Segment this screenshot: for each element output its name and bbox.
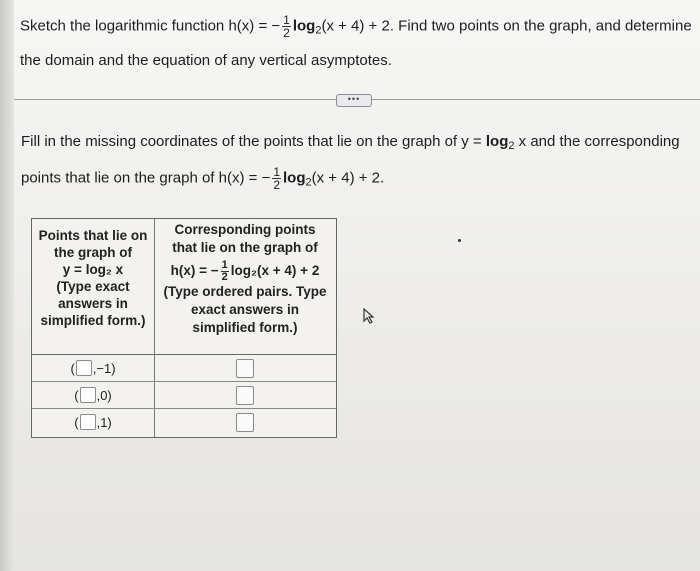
log-base: 2	[305, 176, 312, 189]
left-column-header	[32, 227, 154, 329]
mouse-cursor-icon	[362, 308, 376, 327]
header-line: Points that lie on	[38, 228, 148, 243]
paren: (	[70, 360, 75, 376]
log-label: log	[485, 133, 509, 150]
x-answer-input[interactable]	[80, 414, 96, 430]
log-label: log	[292, 17, 316, 35]
header-line: simplified form.)	[192, 320, 298, 335]
header-func-prefix: h(x) = −	[170, 263, 219, 279]
question-text: Sketch the logarithmic function h(x) = −	[20, 17, 281, 35]
more-button[interactable]: •••	[336, 94, 372, 107]
table-row	[32, 382, 154, 408]
fraction-denominator: 2	[221, 271, 228, 283]
fraction	[272, 166, 281, 191]
table-row	[154, 409, 336, 435]
header-line: simplified form.)	[40, 313, 146, 328]
table-row	[154, 355, 336, 381]
y-value: ,0)	[96, 387, 112, 403]
log-base: 2	[315, 24, 322, 37]
fraction	[282, 14, 291, 39]
ordered-pair-input[interactable]	[236, 359, 254, 378]
table-row	[32, 409, 154, 435]
fraction-numerator: 1	[273, 165, 281, 179]
instruction-text: Fill in the missing coordinates of the points that lie on the graph of y =	[21, 133, 486, 150]
header-line: (Type ordered pairs. Type	[163, 284, 327, 299]
instruction-line-2	[21, 166, 384, 191]
fraction	[221, 260, 229, 283]
instruction-text-cont: (x + 4) + 2.	[311, 169, 385, 187]
instruction-text: points that lie on the graph of h(x) = −	[21, 169, 271, 187]
fraction-denominator: 2	[273, 178, 281, 192]
question-text-cont: (x + 4) + 2. Find two points on the graph, and determine	[321, 17, 692, 35]
header-func-suffix: log₂(x + 4) + 2	[230, 263, 320, 279]
y-value: ,1)	[96, 414, 112, 430]
header-line: that lie on the graph of	[172, 240, 318, 255]
instruction-line-1	[21, 133, 680, 152]
ordered-pair-input[interactable]	[236, 386, 254, 405]
instruction-text-cont: x and the corresponding	[514, 133, 680, 150]
paren: (	[74, 387, 79, 403]
question-line-1	[20, 14, 692, 39]
header-line: Corresponding points	[174, 222, 316, 237]
ordered-pair-input[interactable]	[236, 413, 254, 432]
table-row	[154, 382, 336, 408]
paren: (	[74, 414, 79, 430]
header-line: the graph of	[54, 245, 132, 260]
header-line: exact answers in	[190, 302, 300, 317]
table-row	[32, 355, 154, 381]
question-line-2: the domain and the equation of any vertical asymptotes.	[20, 52, 392, 69]
fraction-denominator: 2	[283, 26, 290, 40]
y-value: ,−1)	[92, 360, 116, 376]
header-function	[154, 260, 336, 283]
fraction-numerator: 1	[221, 259, 228, 271]
log-label: log	[283, 169, 306, 187]
fraction-numerator: 1	[283, 13, 290, 27]
right-column-header	[154, 221, 336, 337]
x-answer-input[interactable]	[76, 360, 92, 376]
coordinates-table	[31, 218, 337, 438]
log-base: 2	[508, 140, 515, 152]
header-line: answers in	[58, 296, 128, 311]
window-edge	[0, 0, 14, 571]
stray-mark	[458, 239, 461, 242]
x-answer-input[interactable]	[80, 387, 96, 403]
header-line: (Type exact	[56, 279, 130, 294]
header-line: y = log₂ x	[62, 262, 124, 277]
